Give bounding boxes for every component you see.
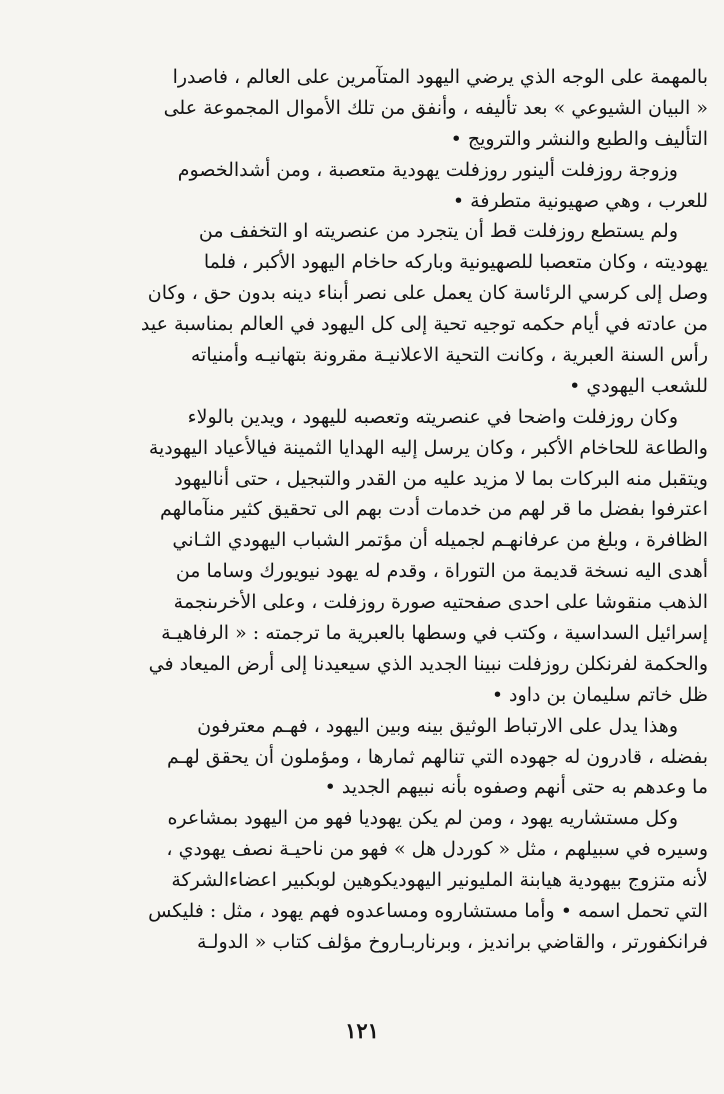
text-line: من عادته في أيام حكمه توجيه تحية إلى كل اليهود في العالم بمناسبة عيد xyxy=(140,313,708,336)
text-line: يهوديته ، وكان متعصبا للصهيونية وباركه حاخام اليهود الأكبر ، فلما xyxy=(203,251,708,274)
text-line: رأس السنة العبرية ، وكانت التحية الاعلانيـة مقرونة بتهانيـه وأمنياته xyxy=(190,344,708,367)
text-line: أهدى اليه نسخة قديمة من التوراة ، وقدم له يهود نيويورك وساما من xyxy=(175,560,708,583)
text-line: التي تحمل اسمه • وأما مستشاروه ومساعدوه فهم يهود ، مثل : فليكس xyxy=(148,900,708,923)
text-line: إسرائيل السداسية ، وكتب في وسطها بالعبرية ما ترجمته : « الرفاهيـة xyxy=(161,622,708,645)
text-line: اعترفوا بفضل ما قر لهم من خدمات أدت بهم الى تحقيق كثير منآمالهم xyxy=(159,498,708,521)
text-line: الذهب منقوشا على احدى صفحتيه صورة روزفلت ، وعلى الأخرىنجمة xyxy=(173,591,708,614)
text-line: ما وعدهم به حتى أنهم وصفوه بأنه نبيهم الجديد • xyxy=(324,776,708,799)
text-line: وسيره في سبيلهم ، مثل « كوردل هل » فهو من ناحيـة نصف يهودي ، xyxy=(166,838,708,861)
text-line: وصل إلى كرسي الرئاسة كان يعمل على نصر أبناء دينه بدون حق ، وكان xyxy=(147,282,708,305)
text-line: ويتقبل منه البركات بما لا مزيد عليه من القدر والتبجيل ، حتى أناليهود xyxy=(174,467,708,490)
text-line: والحكمة لفرنكلن روزفلت نبينا الجديد الذي سيعيدنا إلى أرض الميعاد في xyxy=(148,652,708,675)
text-line: « البيان الشيوعي » بعد تأليفه ، وأنفق من تلك الأموال المجموعة على xyxy=(163,96,708,119)
text-line: والطاعة للحاخام الأكبر ، وكان يرسل إليه الهدايا الثمينة فيالأعياد اليهودية xyxy=(148,436,708,459)
text-line: فرانكفورتر ، والقاضي برانديز ، وبرناربـاروخ مؤلف كتاب « الدولـة xyxy=(196,930,708,953)
text-line: التأليف والطبع والنشر والترويج • xyxy=(450,127,708,150)
paragraph-start-line: وكان روزفلت واضحا في عنصريته وتعصبه لليهود ، ويدين بالولاء xyxy=(187,405,678,428)
paragraph-start-line: وزوجة روزفلت ألينور روزفلت يهودية متعصبة ، ومن أشدالخصوم xyxy=(177,158,678,181)
text-line: بفضله ، قادرون له جهوده التي تنالهم ثمارها ، ومؤملون أن يحقق لهـم xyxy=(166,745,708,768)
page-number: ١٢١ xyxy=(345,1018,379,1043)
text-line: للعرب ، وهي صهيونية متطرفة • xyxy=(452,189,708,212)
text-line: بالمهمة على الوجه الذي يرضي اليهود المتآمرين على العالم ، فاصدرا xyxy=(172,66,708,88)
paragraph-start-line: وهذا يدل على الارتباط الوثيق بينه وبين اليهود ، فهـم معترفون xyxy=(197,714,678,737)
text-line: لأنه متزوج بيهودية هيابنة المليونير اليهوديكوهين لوبكبير اعضاءالشركة xyxy=(171,869,708,892)
text-line: للشعب اليهودي • xyxy=(569,374,708,397)
text-line: الظافرة ، وبلغ من عرفانهـم لجميله أن مؤتمر الشباب اليهودي الثـاني xyxy=(172,529,708,552)
text-line: ظل خاتم سليمان بن داود • xyxy=(491,683,708,706)
paragraph-start-line: ولم يستطع روزفلت قط أن يتجرد من عنصريته او التخفف من xyxy=(198,220,678,243)
paragraph-start-line: وكل مستشاريه يهود ، ومن لم يكن يهوديا فهو من اليهود بمشاعره xyxy=(167,807,678,830)
body-text xyxy=(80,62,708,958)
